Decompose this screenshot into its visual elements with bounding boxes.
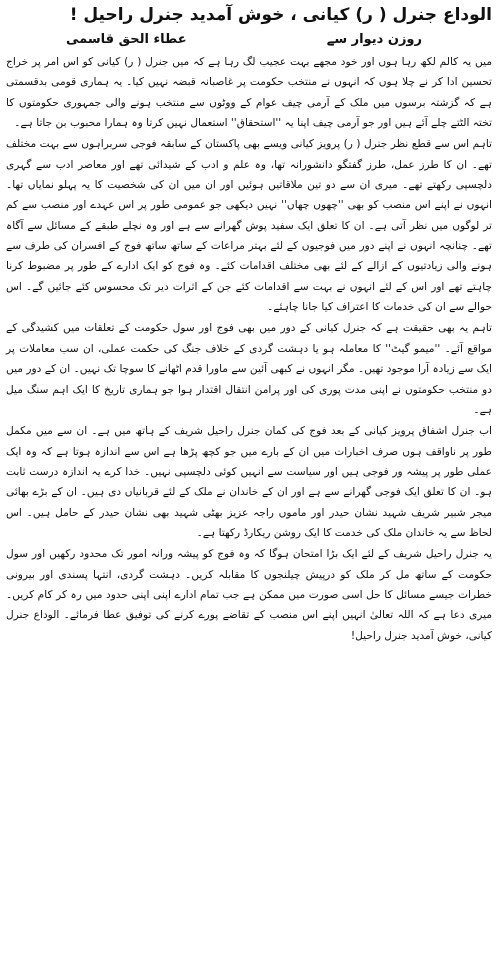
article-body: [6, 52, 492, 646]
byline: [6, 30, 492, 50]
column-name: روزن دیوار سے: [326, 32, 422, 47]
author-name: عطاء الحق قاسمی: [66, 32, 187, 47]
article-paragraph: اب جنرل اشفاق پرویز کیانی کے بعد فوج کی کمان جنرل راحیل شریف کے ہاتھ میں ہے۔ ان سے میں مکمل طور پر ناواقف ہوں صرف اخبارات میں ان کے بارے میں جو کچھ پڑھا ہے اس سے اندازہ ہوتا ہے کہ وہ ایک عملی طور پر پیشہ ور فوجی ہیں اور سیاست سے انہیں کوئی دلچسپی نہیں۔ خدا کرے یہ اندازہ درست ثابت ہو۔ ان کا تعلق ایک فوجی گھرانے سے ہے اور ان کے خاندان نے ملک کے لئے قربانیاں دی ہیں۔ ان کے بڑے بھائی میجر شبیر شریف شہید نشان حیدر اور ماموں راجہ عزیز بھٹی شہید بھی نشان حیدر کے حامل ہیں۔ اس لحاظ سے یہ خاندان ملک کی خدمت کا ایک روشن ریکارڈ رکھتا ہے۔: [6, 425, 492, 539]
article-paragraph: میں یہ کالم لکھ رہا ہوں اور خود مجھے بہت عجیب لگ رہا ہے کہ میں جنرل ( ر) کیانی کو اس امر پر خراج تحسین ادا کر نے چلا ہوں کہ انہوں نے منتخب حکومت پر غاصبانہ قبضہ نہیں کیا۔ یہ ہماری قومی بدقسمتی ہے کہ گزشتہ برسوں میں ملک کے آرمی چیف عوام کے ووٹوں سے منتخب ہونے والی جمہوری حکومتوں کا تختہ الٹتے چلے آئے ہیں اور جو آرمی چیف اپنا یہ ''استحقاق'' استعمال نہیں کرتا وہ ہمارا محبوب بن جاتا ہے۔: [6, 56, 492, 130]
article-headline: الوداع جنرل ( ر) کیانی ، خوش آمدید جنرل راحیل !: [69, 5, 492, 25]
article-paragraph: یہ جنرل راحیل شریف کے لئے ایک بڑا امتحان ہوگا کہ وہ فوج کو پیشہ ورانہ امور تک محدود رکھیں اور سول حکومت کے ساتھ مل کر ملک کو درپیش چیلنجوں کا مقابلہ کریں۔ دہشت گردی، انتہا پسندی اور بیرونی خطرات جیسے مسائل کا حل اسی صورت میں ممکن ہے جب تمام ادارے اپنی اپنی حدود میں رہ کر کام کریں۔ میری دعا ہے کہ اللہ تعالیٰ انہیں اپنے اس منصب کے تقاضے پورے کرنے کی توفیق عطا فرمائے۔ الوداع جنرل کیانی، خوش آمدید جنرل راحیل!: [6, 548, 492, 642]
article-paragraph: تاہم اس سے قطع نظر جنرل ( ر) پرویز کیانی ویسے بھی پاکستان کے سابقہ فوجی سربراہوں سے بہت مختلف تھے۔ ان کا طرز عمل، طرز گفتگو دانشورانہ تھا، وہ علم و ادب کے شیدائی تھے اور معاصر ادب سے گہری دلچسپی رکھتے تھے۔ میری ان سے دو تین ملاقاتیں ہوئیں اور ان میں ان کی شخصیت کا یہ پہلو نمایاں تھا۔ انہوں نے اپنے اس منصب کو بھی ''چھوں چھاں'' نہیں دیکھی جو عمومی طور پر اس عہدے اور منصب سے کم تر لوگوں میں نظر آتی ہے۔ ان کا تعلق ایک سفید پوش گھرانے سے ہے اور وہ نچلے طبقے کے مسائل سے آگاہ تھے۔ چنانچہ انہوں نے اپنے دور میں فوجیوں کے لئے بہتر مراعات کے ساتھ ساتھ فوج کے افسران کی طرف سے ہونے والی زیادتیوں کے ازالے کے لئے بھی مختلف اقدامات کئے۔ وہ فوج کو ایک ادارے کے طور پر مضبوط کرنا چاہتے تھے اور اس کے لئے انہوں نے بہت سے اقدامات کئے جن کے اثرات دیر تک محسوس کئے جائیں گے۔ اس حوالے سے ان کی خدمات کا اعتراف کیا جانا چاہئے۔: [6, 138, 492, 314]
article-paragraph: تاہم یہ بھی حقیقت ہے کہ جنرل کیانی کے دور میں بھی فوج اور سول حکومت کے تعلقات میں کشیدگی کے مواقع آئے۔ ''میمو گیٹ'' کا معاملہ ہو یا دہشت گردی کے خلاف جنگ کی حکمت عملی، ان سب معاملات پر ایک سے زیادہ آرا موجود تھیں۔ مگر انہوں نے کبھی آئین سے ماورا قدم اٹھانے کا سوچا تک نہیں۔ ان کے دور میں دو منتخب حکومتوں نے اپنی مدت پوری کی اور پرامن انتقال اقتدار ہوا جو ہماری تاریخ کا ایک اہم سنگ میل ہے۔: [6, 322, 492, 416]
